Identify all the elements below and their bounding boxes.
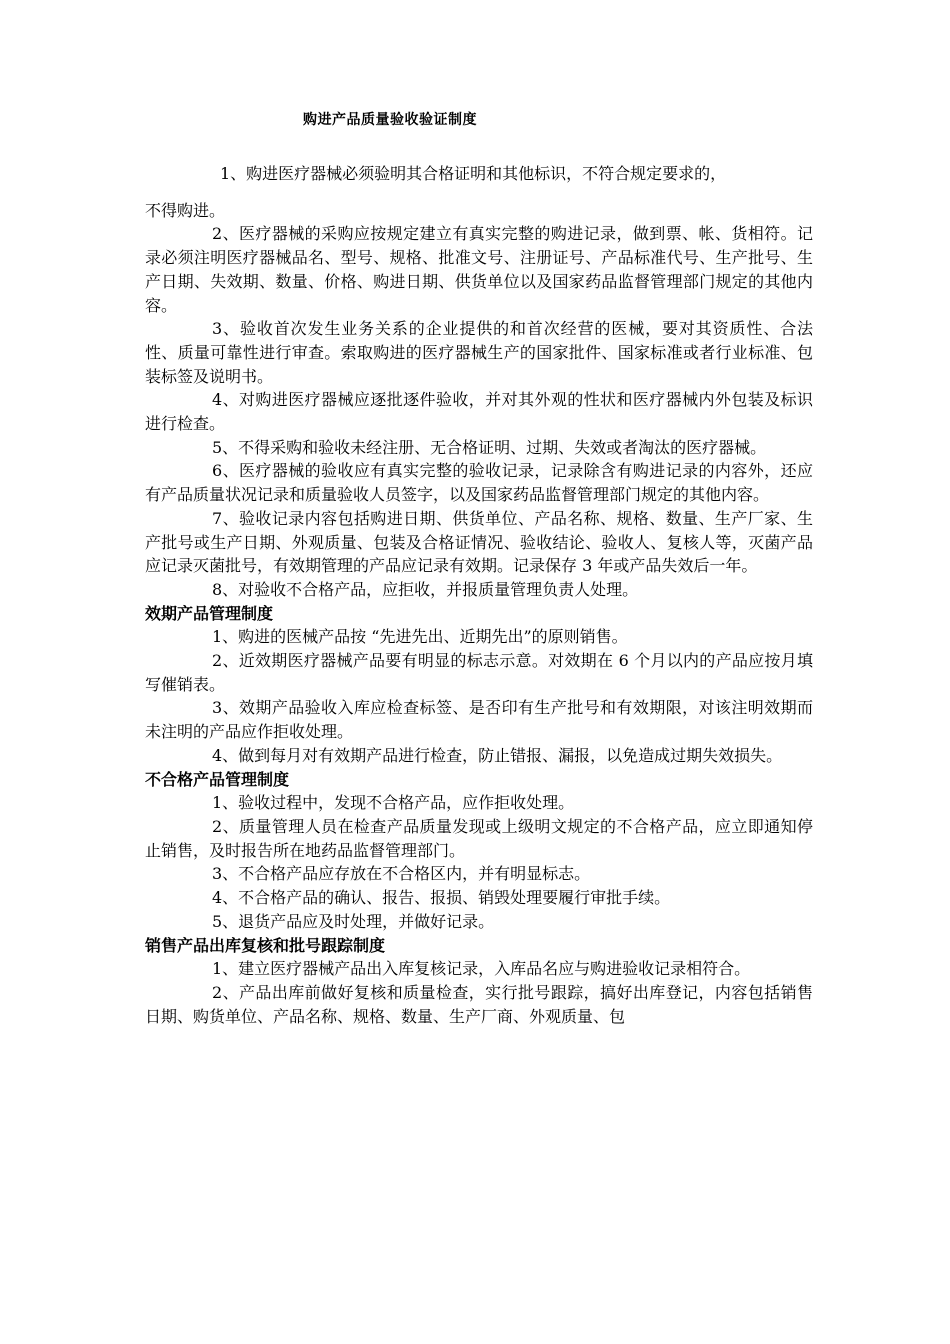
document-body	[145, 162, 813, 1028]
section-heading-nonconforming: 不合格产品管理制度	[145, 769, 290, 789]
intro-paragraph-continuation: 不得购进。	[145, 200, 226, 220]
line-gap	[145, 186, 813, 199]
purchase-item: 5、不得采购和验收未经注册、无合格证明、过期、失效或者淘汰的医疗器械。	[212, 437, 767, 457]
intro-paragraph-line1: 1、购进医疗器械必须验明其合格证明和其他标识，不符合规定要求的，	[220, 164, 727, 183]
section-heading-outbound: 销售产品出库复核和批号跟踪制度	[145, 935, 386, 955]
nonconforming-item: 3、不合格产品应存放在不合格区内，并有明显标志。	[212, 864, 591, 884]
outbound-item: 1、建立医疗器械产品出入库复核记录，入库品名应与购进验收记录相符合。	[212, 959, 751, 979]
expiry-item: 1、购进的医械产品按 “先进先出、近期先出”的原则销售。	[212, 627, 628, 647]
outbound-item: 2、产品出库前做好复核和质量检查，实行批号跟踪，搞好出库登记，内容包括销售日期、购货单位、产品名称、规格、数量、生产厂商、外观质量、包	[145, 982, 813, 1026]
purchase-item: 8、对验收不合格产品，应拒收，并报质量管理负责人处理。	[212, 579, 639, 599]
expiry-item: 3、效期产品验收入库应检查标签、是否印有生产批号和有效期限，对该注明效期而未注明的产品应作拒收处理。	[145, 698, 813, 742]
nonconforming-item: 5、退货产品应及时处理，并做好记录。	[212, 911, 495, 931]
purchase-item: 7、验收记录内容包括购进日期、供货单位、产品名称、规格、数量、生产厂家、生产批号或生产日期、外观质量、包装及合格证情况、验收结论、验收人、复核人等，灭菌产品应记录灭菌批号，有效期管理的产品应记录有效期。记录保存 3 年或产品失效后一年。	[145, 508, 813, 576]
section-heading-expiry: 效期产品管理制度	[145, 603, 274, 623]
nonconforming-item: 4、不合格产品的确认、报告、报损、销毁处理要履行审批手续。	[212, 888, 671, 908]
expiry-item: 2、近效期医疗器械产品要有明显的标志示意。对效期在 6 个月以内的产品应按月填写催销表。	[145, 651, 813, 694]
nonconforming-item: 1、验收过程中，发现不合格产品，应作拒收处理。	[212, 793, 575, 813]
expiry-item: 4、做到每月对有效期产品进行检查，防止错报、漏报，以免造成过期失效损失。	[212, 745, 783, 765]
nonconforming-item: 2、质量管理人员在检查产品质量发现或上级明文规定的不合格产品，应立即通知停止销售，及时报告所在地药品监督管理部门。	[145, 816, 813, 860]
purchase-item: 3、验收首次发生业务关系的企业提供的和首次经营的医械，要对其资质性、合法性、质量可靠性进行审查。索取购进的医疗器械生产的国家批件、国家标准或者行业标准、包装标签及说明书。	[145, 319, 813, 386]
document-title: 购进产品质量验收验证制度	[303, 112, 477, 128]
purchase-item: 6、医疗器械的验收应有真实完整的验收记录，记录除含有购进记录的内容外，还应有产品质量状况记录和质量验收人员签字，以及国家药品监督管理部门规定的其他内容。	[145, 461, 813, 505]
purchase-item: 2、医疗器械的采购应按规定建立有真实完整的购进记录，做到票、帐、货相符。记录必须注明医疗器械品名、型号、规格、批准文号、注册证号、产品标准代号、生产批号、生产日期、失效期、数量、价格、购进日期、供货单位以及国家药品监督管理部门规定的其他内容。	[145, 224, 813, 315]
purchase-item: 4、对购进医疗器械应逐批逐件验收，并对其外观的性状和医疗器械内外包装及标识进行检查。	[145, 390, 813, 434]
